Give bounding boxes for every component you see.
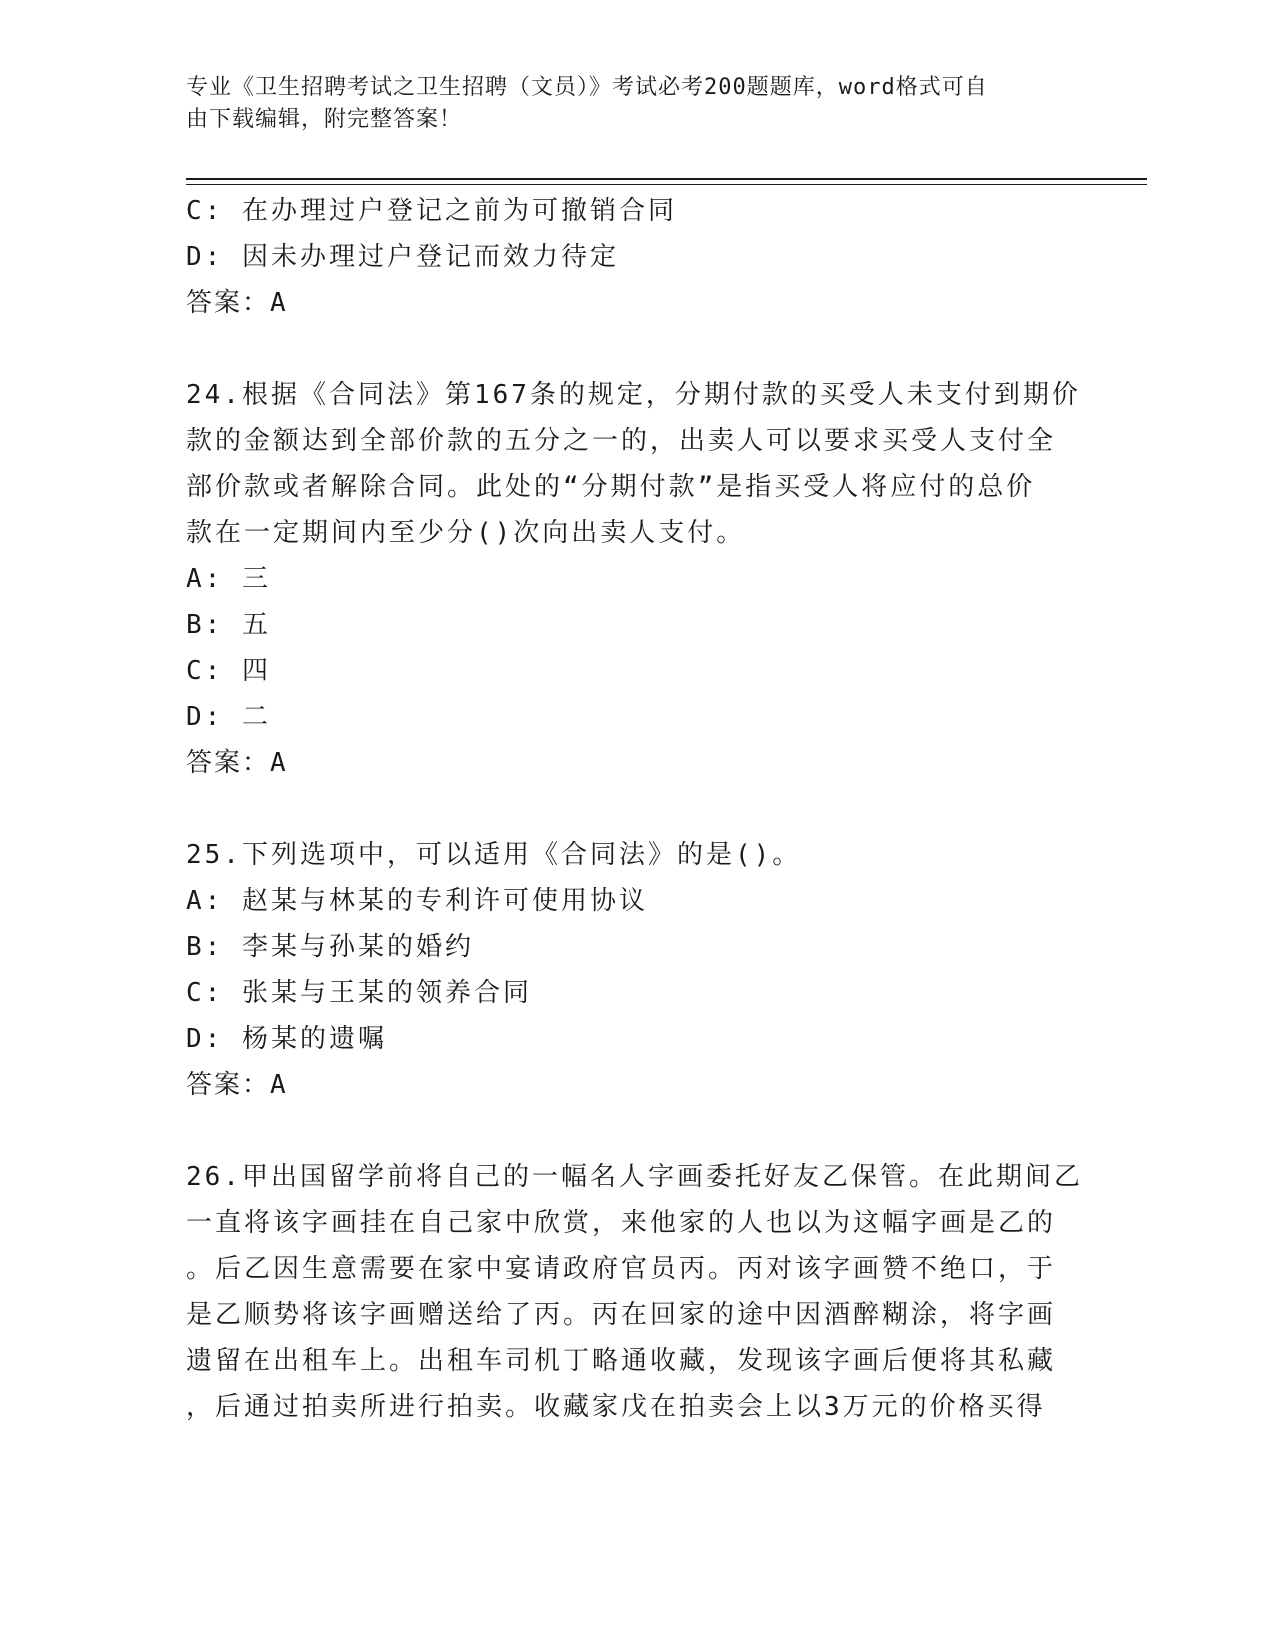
header-divider-thin [186,184,1147,185]
question-26 [186,1154,1083,1430]
question-stem-line: 款的金额达到全部价款的五分之一的，出卖人可以要求买受人支付全 [186,426,1057,456]
document-header [186,72,1066,136]
question-stem-line: 。后乙因生意需要在家中宴请政府官员丙。丙对该字画赞不绝口，于 [186,1254,1057,1284]
question-stem-line: ，后通过拍卖所进行拍卖。收藏家戊在拍卖会上以3万元的价格买得 [186,1392,1046,1422]
question-content [186,188,1083,1430]
question-stem-line: 款在一定期间内至少分()次向出卖人支付。 [186,518,746,548]
option-d: D: 因未办理过户登记而效力待定 [186,242,619,272]
question-stem-line: 是乙顺势将该字画赠送给了丙。丙在回家的途中因酒醉糊涂，将字画 [186,1300,1057,1330]
answer-line: 答案：A [186,1070,288,1100]
header-line-2: 由下载编辑，附完整答案！ [186,107,463,132]
question-stem-line: 一直将该字画挂在自己家中欣赏，来他家的人也以为这幅字画是乙的 [186,1208,1057,1238]
header-divider-thick [186,178,1147,180]
spacer [186,1108,1066,1154]
option-d: D: 杨某的遗嘱 [186,1024,387,1054]
question-24 [186,372,1081,786]
header-line-1: 专业《卫生招聘考试之卫生招聘（文员）》考试必考200题题库，word格式可自 [186,75,988,100]
option-b: B: 五 [186,610,271,640]
question-stem-line: 26.甲出国留学前将自己的一幅名人字画委托好友乙保管。在此期间乙 [186,1162,1083,1192]
option-b: B: 李某与孙某的婚约 [186,932,474,962]
spacer [186,326,1066,372]
option-c: C: 张某与王某的领养合同 [186,978,532,1008]
option-c: C: 四 [186,656,271,686]
question-stem-line: 部价款或者解除合同。此处的“分期付款”是指买受人将应付的总价 [186,472,1036,502]
option-d: D: 二 [186,702,271,732]
question-stem-line: 24.根据《合同法》第167条的规定，分期付款的买受人未支付到期价 [186,380,1081,410]
question-stem-line: 遗留在出租车上。出租车司机丁略通收藏，发现该字画后便将其私藏 [186,1346,1057,1376]
option-a: A: 赵某与林某的专利许可使用协议 [186,886,648,916]
question-stem-line: 25.下列选项中，可以适用《合同法》的是()。 [186,840,802,870]
answer-line: 答案：A [186,748,288,778]
question-25 [186,832,1066,1108]
spacer [186,786,1066,832]
option-c: C: 在办理过户登记之前为可撤销合同 [186,196,677,226]
option-a: A: 三 [186,564,271,594]
answer-line: 答案：A [186,288,288,318]
prev-question-block [186,188,1066,326]
